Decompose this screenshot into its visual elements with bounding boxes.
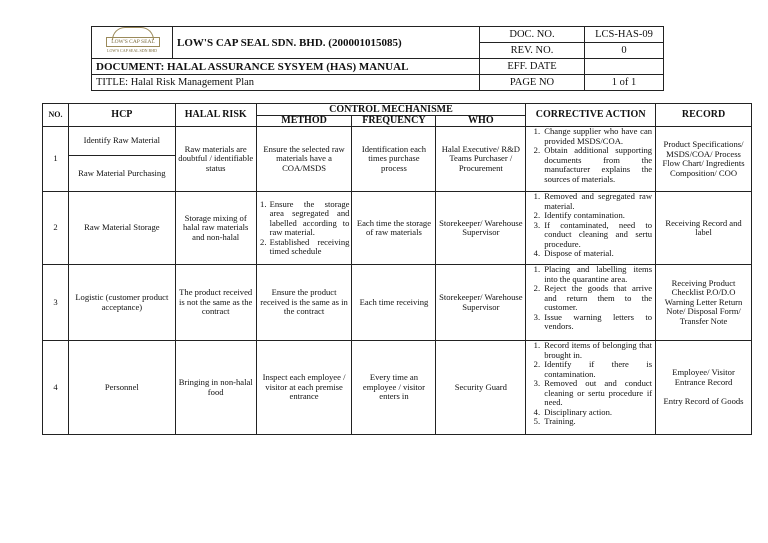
- document-title: DOCUMENT: HALAL ASSURANCE SYSYEM (HAS) MANUAL: [92, 59, 480, 75]
- document-header: [91, 26, 664, 91]
- row-1-hcp-purchasing: Raw Material Purchasing: [68, 156, 175, 192]
- list-item: 1. Ensure the storage area segregated and labelled according to raw material.: [269, 200, 350, 238]
- row-3-corrective-action: [526, 265, 656, 341]
- header-record: RECORD: [656, 104, 752, 127]
- row-3-no: 3: [43, 265, 69, 341]
- list-item: 1. Change supplier who have can provided MSDS/COA.: [542, 127, 652, 146]
- row-2-who: Storekeeper/ Warehouse Supervisor: [436, 192, 526, 265]
- row-4-who: Security Guard: [436, 341, 526, 435]
- header-method: METHOD: [256, 116, 352, 127]
- header-who: WHO: [436, 116, 526, 127]
- row-2-hcp: Raw Material Storage: [68, 192, 175, 265]
- page-no-label: PAGE NO: [480, 75, 585, 91]
- row-3-hcp: Logistic (customer product acceptance): [68, 265, 175, 341]
- row-2-frequency: Each time the storage of raw materials: [352, 192, 436, 265]
- rev-no-label: REV. NO.: [480, 43, 585, 59]
- eff-date-label: EFF. DATE: [480, 59, 585, 75]
- list-item: 2. Identify contamination.: [542, 211, 652, 221]
- row-4-no: 4: [43, 341, 69, 435]
- list-item: 2. Obtain additional supporting documents from the manufacturer explains the sources of materials.: [542, 146, 652, 184]
- row-4-hcp: Personnel: [68, 341, 175, 435]
- eff-date-value: [585, 59, 664, 75]
- row-1-hcp-identify: Identify Raw Material: [68, 127, 175, 156]
- row-1-who: Halal Executive/ R&D Teams Purchaser / Procurement: [436, 127, 526, 192]
- row-1-method: Ensure the selected raw materials have a COA/MSDS: [256, 127, 352, 192]
- list-item: 4. Dispose of material.: [542, 249, 652, 259]
- list-item: 2. Established receiving timed schedule: [269, 238, 350, 257]
- header-frequency: FREQUENCY: [352, 116, 436, 127]
- row-2-record: Receiving Record and label: [656, 192, 752, 265]
- row-1-record: Product Specifications/ MSDS/COA/ Process Flow Chart/ Ingredients Composition/ COO: [656, 127, 752, 192]
- header-no: NO.: [43, 104, 69, 127]
- risk-management-table: [42, 103, 752, 435]
- list-item: 4. Disciplinary action.: [542, 408, 652, 418]
- list-item: 1. Placing and labelling items into the quarantine area.: [542, 265, 652, 284]
- row-3-method: Ensure the product received is the same as in the contract: [256, 265, 352, 341]
- header-hcp: HCP: [68, 104, 175, 127]
- doc-no-value: LCS-HAS-09: [585, 27, 664, 43]
- list-item: 3. Removed out and conduct cleaning or sertu procedure if need.: [542, 379, 652, 408]
- row-1-no: 1: [43, 127, 69, 192]
- header-corrective-action: CORRECTIVE ACTION: [526, 104, 656, 127]
- header-control-mechanisme: CONTROL MECHANISME: [256, 104, 526, 116]
- row-1-risk: Raw materials are doubtful / identifiable status: [175, 127, 256, 192]
- row-4-record-entrance: Employee/ Visitor Entrance Record: [672, 367, 735, 387]
- row-3-risk: The product received is not the same as the contract: [175, 265, 256, 341]
- row-4-corrective-action: [526, 341, 656, 435]
- page-no-value: 1 of 1: [585, 75, 664, 91]
- row-4-method: Inspect each employee / visitor at each premise entrance: [256, 341, 352, 435]
- list-item: 3. Issue warning letters to vendors.: [542, 313, 652, 332]
- row-3-record: Receiving Product Checklist P.O/D.O Warning Letter Return Note/ Disposal Form/ Transfer Note: [656, 265, 752, 341]
- list-item: 5. Training.: [542, 417, 652, 427]
- list-item: 2. Reject the goods that arrive and return them to the customer.: [542, 284, 652, 313]
- row-2-risk: Storage mixing of halal raw materials and non-halal: [175, 192, 256, 265]
- company-logo: LOW'S CAP SEAL LOW'S CAP SEAL SDN BHD: [106, 27, 158, 55]
- row-4-frequency: Every time an employee / visitor enters in: [352, 341, 436, 435]
- row-3-frequency: Each time receiving: [352, 265, 436, 341]
- row-2-corrective-action: [526, 192, 656, 265]
- list-item: 1. Removed and segregated raw material.: [542, 192, 652, 211]
- header-halal-risk: HALAL RISK: [175, 104, 256, 127]
- rev-no-value: 0: [585, 43, 664, 59]
- row-2-method: [256, 192, 352, 265]
- doc-no-label: DOC. NO.: [480, 27, 585, 43]
- row-4-record-goods: Entry Record of Goods: [663, 396, 744, 407]
- logo-cell: [92, 27, 173, 59]
- row-4-record: [656, 341, 752, 435]
- row-4-risk: Bringing in non-halal food: [175, 341, 256, 435]
- row-3-who: Storekeeper/ Warehouse Supervisor: [436, 265, 526, 341]
- list-item: 3. If contaminated, need to conduct cleaning and sertu procedure.: [542, 221, 652, 250]
- plan-title: TITLE: Halal Risk Management Plan: [92, 75, 480, 91]
- row-1-corrective-action: [526, 127, 656, 192]
- row-1-frequency: Identification each times purchase process: [352, 127, 436, 192]
- list-item: 2. Identify if there is contamination.: [542, 360, 652, 379]
- list-item: 1. Record items of belonging that brought in.: [542, 341, 652, 360]
- row-2-no: 2: [43, 192, 69, 265]
- company-name: LOW'S CAP SEAL SDN. BHD. (200001015085): [173, 27, 480, 59]
